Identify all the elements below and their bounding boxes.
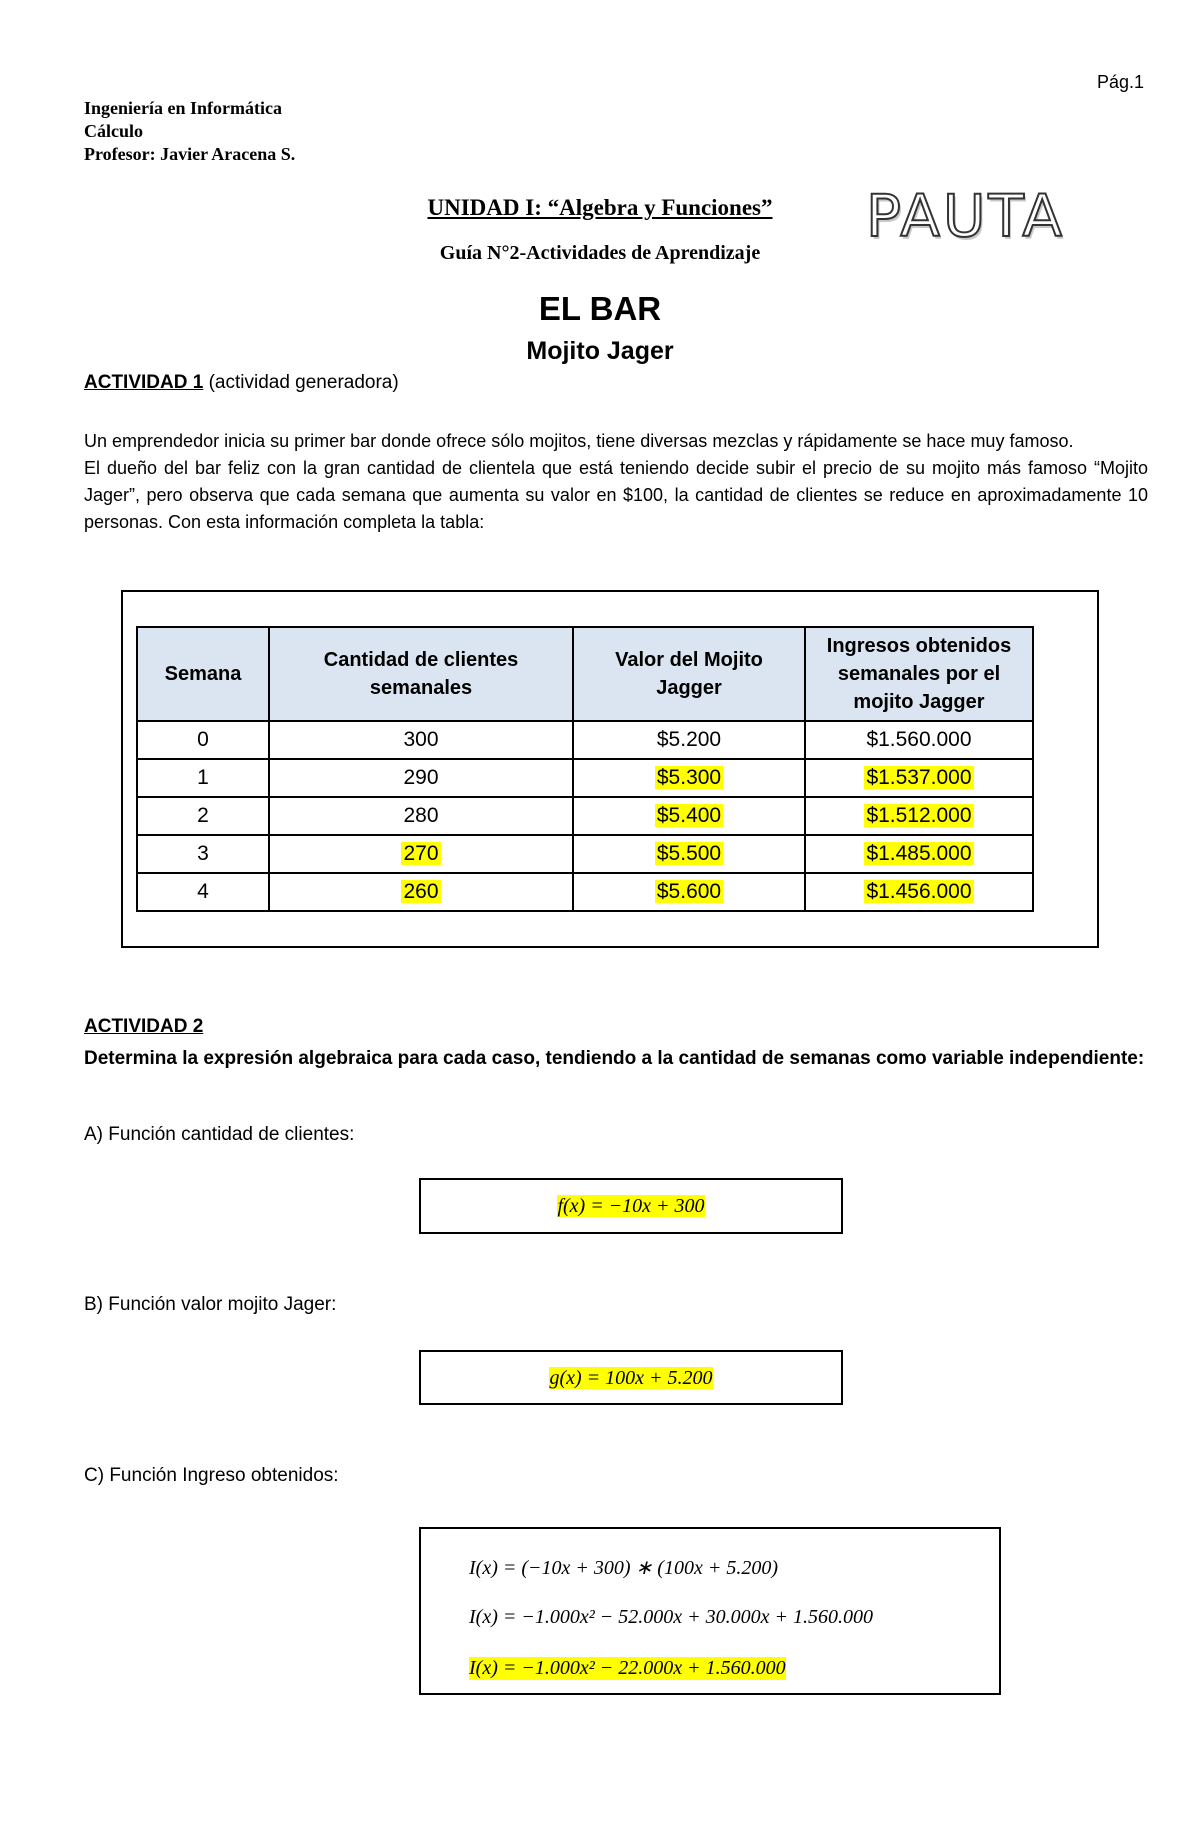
answer-b-box xyxy=(419,1350,843,1405)
unit-title: UNIDAD I: “Algebra y Funciones” xyxy=(427,195,773,220)
answer-c-box xyxy=(419,1527,1001,1695)
cell-valor xyxy=(573,873,805,911)
cell-semana: 2 xyxy=(137,797,269,835)
cell-valor xyxy=(573,835,805,873)
highlighted-answer: $5.400 xyxy=(656,804,722,827)
cell-clientes xyxy=(269,873,573,911)
answer-c-line1: I(x) = (−10x + 300) ∗ (100x + 5.200) xyxy=(469,1557,778,1579)
activity1-heading xyxy=(84,372,399,394)
question-c-label: C) Función Ingreso obtenidos: xyxy=(84,1465,339,1486)
activity1-text xyxy=(84,428,1148,536)
cell-ingresos xyxy=(805,835,1033,873)
table-row xyxy=(137,797,1033,835)
document-header xyxy=(84,97,295,166)
activity2-heading xyxy=(84,1016,203,1038)
guide-title: Guía N°2-Actividades de Aprendizaje xyxy=(439,242,761,264)
highlighted-answer: $1.537.000 xyxy=(866,766,972,789)
table-row xyxy=(137,835,1033,873)
highlighted-answer: $1.485.000 xyxy=(866,842,972,865)
question-a-label: A) Función cantidad de clientes: xyxy=(84,1124,355,1145)
table-row xyxy=(137,873,1033,911)
activity2-description: Determina la expresión algebraica para cada caso, tendiendo a la cantidad de semanas como variable independiente: xyxy=(84,1048,1145,1069)
highlighted-answer: 260 xyxy=(403,880,439,903)
answer-a-box xyxy=(419,1178,843,1234)
header-clientes: Cantidad de clientes semanales xyxy=(269,627,573,721)
answer-c-line2: I(x) = −1.000x² − 52.000x + 30.000x + 1.560.000 xyxy=(469,1606,873,1628)
header-semana: Semana xyxy=(137,627,269,721)
table-header-row xyxy=(137,627,1033,721)
header-course: Cálculo xyxy=(84,121,144,141)
cell-clientes: 300 xyxy=(269,721,573,759)
cell-ingresos xyxy=(805,873,1033,911)
table-row xyxy=(137,721,1033,759)
cell-valor: $5.200 xyxy=(573,721,805,759)
activity2-label: ACTIVIDAD 2 xyxy=(84,1016,204,1037)
cell-valor xyxy=(573,759,805,797)
cell-semana: 3 xyxy=(137,835,269,873)
cell-valor xyxy=(573,797,805,835)
header-program: Ingeniería en Informática xyxy=(84,98,282,118)
cell-clientes xyxy=(269,835,573,873)
cell-clientes: 280 xyxy=(269,797,573,835)
highlighted-answer: $1.512.000 xyxy=(866,804,972,827)
pauta-stamp: PAUTA xyxy=(866,182,1065,250)
activity1-label: ACTIVIDAD 1 xyxy=(84,372,204,393)
data-table xyxy=(136,626,1034,912)
activity1-paragraph1: Un emprendedor inicia su primer bar donde ofrece sólo mojitos, tiene diversas mezclas y rápidamente se hace muy famoso. xyxy=(84,431,1074,451)
page-number: Pág.1 xyxy=(1096,72,1144,92)
cell-semana: 1 xyxy=(137,759,269,797)
cell-ingresos xyxy=(805,797,1033,835)
header-valor: Valor del Mojito Jagger xyxy=(573,627,805,721)
cell-semana: 0 xyxy=(137,721,269,759)
highlighted-answer: 270 xyxy=(403,842,439,865)
cell-ingresos: $1.560.000 xyxy=(805,721,1033,759)
highlighted-answer: $5.600 xyxy=(656,880,722,903)
page-subtitle: Mojito Jager xyxy=(526,337,674,365)
header-ingresos: Ingresos obtenidos semanales por el mojito Jagger xyxy=(805,627,1033,721)
question-b-label: B) Función valor mojito Jager: xyxy=(84,1294,337,1315)
answer-c-line3: I(x) = −1.000x² − 22.000x + 1.560.000 xyxy=(469,1657,786,1679)
highlighted-answer: $5.300 xyxy=(656,766,722,789)
answer-b-formula: g(x) = 100x + 5.200 xyxy=(549,1367,713,1389)
cell-semana: 4 xyxy=(137,873,269,911)
cell-clientes: 290 xyxy=(269,759,573,797)
answer-a-formula: f(x) = −10x + 300 xyxy=(557,1195,705,1217)
activity1-paragraph2: El dueño del bar feliz con la gran cantidad de clientela que está teniendo decide subir el precio de su mojito más famoso “Mojito Jager”, pero observa que cada semana que aumenta su valor en $100, la cantidad de clientes se reduce en aproximadamente 10 personas. Con esta información completa la tabla: xyxy=(84,458,1148,532)
highlighted-answer: $5.500 xyxy=(656,842,722,865)
activity1-note: (actividad generadora) xyxy=(203,372,399,393)
cell-ingresos xyxy=(805,759,1033,797)
page-title: EL BAR xyxy=(538,290,662,327)
header-professor: Profesor: Javier Aracena S. xyxy=(84,144,296,164)
table-row xyxy=(137,759,1033,797)
highlighted-answer: $1.456.000 xyxy=(866,880,972,903)
